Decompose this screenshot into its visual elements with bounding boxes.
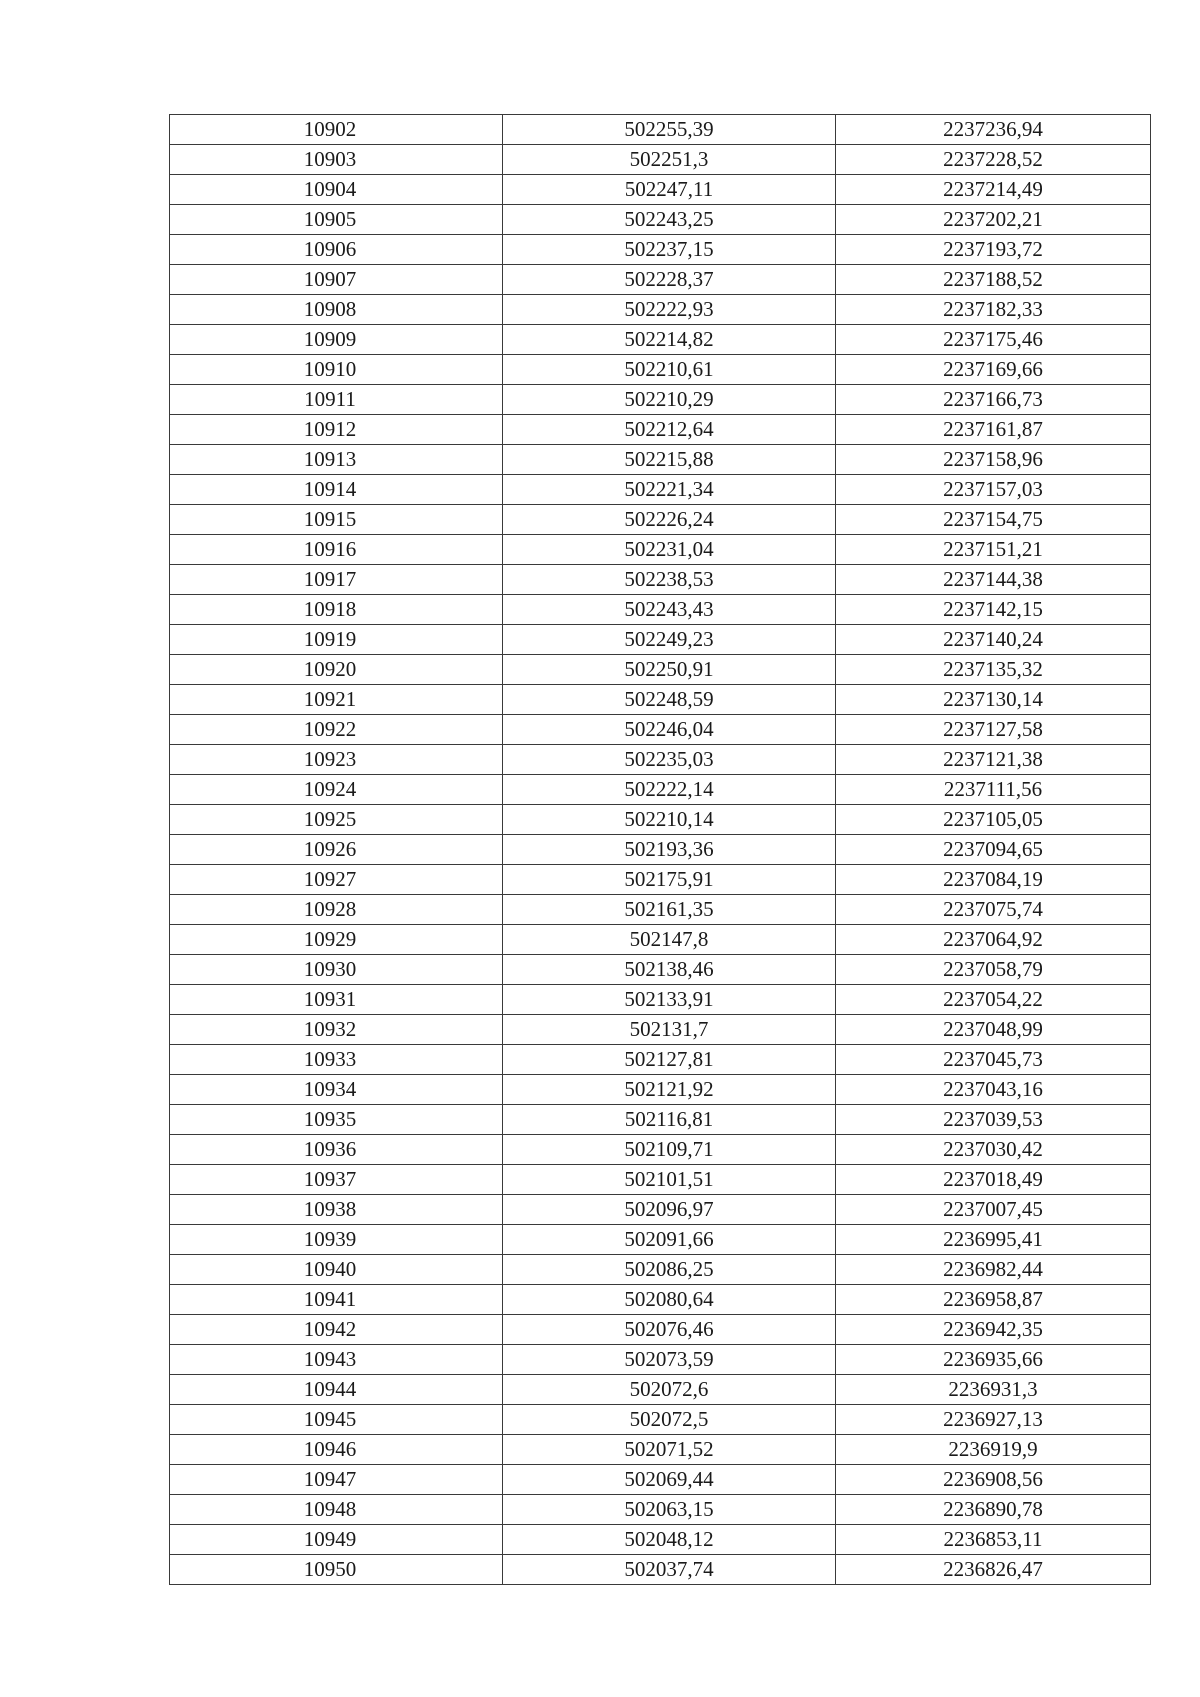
table-row — [170, 1195, 1151, 1225]
point-number-cell: 10950 — [170, 1555, 503, 1585]
point-number-cell: 10939 — [170, 1225, 503, 1255]
table-row — [170, 1135, 1151, 1165]
x-coordinate-cell: 502063,15 — [503, 1495, 836, 1525]
y-coordinate-cell: 2236927,13 — [836, 1405, 1151, 1435]
table-row — [170, 1285, 1151, 1315]
x-coordinate-cell: 502091,66 — [503, 1225, 836, 1255]
table-row — [170, 205, 1151, 235]
y-coordinate-cell: 2237166,73 — [836, 385, 1151, 415]
y-coordinate-cell: 2237018,49 — [836, 1165, 1151, 1195]
x-coordinate-cell: 502069,44 — [503, 1465, 836, 1495]
x-coordinate-cell: 502248,59 — [503, 685, 836, 715]
point-number-cell: 10944 — [170, 1375, 503, 1405]
point-number-cell: 10912 — [170, 415, 503, 445]
table-row — [170, 145, 1151, 175]
y-coordinate-cell: 2237045,73 — [836, 1045, 1151, 1075]
table-row — [170, 295, 1151, 325]
point-number-cell: 10948 — [170, 1495, 503, 1525]
y-coordinate-cell: 2236935,66 — [836, 1345, 1151, 1375]
y-coordinate-cell: 2237039,53 — [836, 1105, 1151, 1135]
y-coordinate-cell: 2236919,9 — [836, 1435, 1151, 1465]
table-row — [170, 625, 1151, 655]
x-coordinate-cell: 502138,46 — [503, 955, 836, 985]
y-coordinate-cell: 2237140,24 — [836, 625, 1151, 655]
table-row — [170, 475, 1151, 505]
table-row — [170, 1165, 1151, 1195]
point-number-cell: 10926 — [170, 835, 503, 865]
x-coordinate-cell: 502133,91 — [503, 985, 836, 1015]
x-coordinate-cell: 502109,71 — [503, 1135, 836, 1165]
x-coordinate-cell: 502249,23 — [503, 625, 836, 655]
x-coordinate-cell: 502226,24 — [503, 505, 836, 535]
x-coordinate-cell: 502237,15 — [503, 235, 836, 265]
x-coordinate-cell: 502076,46 — [503, 1315, 836, 1345]
x-coordinate-cell: 502255,39 — [503, 115, 836, 145]
point-number-cell: 10927 — [170, 865, 503, 895]
table-row — [170, 1375, 1151, 1405]
point-number-cell: 10931 — [170, 985, 503, 1015]
y-coordinate-cell: 2236982,44 — [836, 1255, 1151, 1285]
y-coordinate-cell: 2237094,65 — [836, 835, 1151, 865]
table-row — [170, 1405, 1151, 1435]
y-coordinate-cell: 2237158,96 — [836, 445, 1151, 475]
y-coordinate-cell: 2237121,38 — [836, 745, 1151, 775]
x-coordinate-cell: 502131,7 — [503, 1015, 836, 1045]
y-coordinate-cell: 2237193,72 — [836, 235, 1151, 265]
table-row — [170, 385, 1151, 415]
point-number-cell: 10924 — [170, 775, 503, 805]
point-number-cell: 10943 — [170, 1345, 503, 1375]
point-number-cell: 10947 — [170, 1465, 503, 1495]
x-coordinate-cell: 502246,04 — [503, 715, 836, 745]
x-coordinate-cell: 502080,64 — [503, 1285, 836, 1315]
x-coordinate-cell: 502243,25 — [503, 205, 836, 235]
y-coordinate-cell: 2237144,38 — [836, 565, 1151, 595]
table-row — [170, 1075, 1151, 1105]
x-coordinate-cell: 502212,64 — [503, 415, 836, 445]
x-coordinate-cell: 502096,97 — [503, 1195, 836, 1225]
x-coordinate-cell: 502072,6 — [503, 1375, 836, 1405]
table-row — [170, 1225, 1151, 1255]
y-coordinate-cell: 2237043,16 — [836, 1075, 1151, 1105]
y-coordinate-cell: 2237142,15 — [836, 595, 1151, 625]
table-row — [170, 1345, 1151, 1375]
y-coordinate-cell: 2237161,87 — [836, 415, 1151, 445]
x-coordinate-cell: 502210,14 — [503, 805, 836, 835]
x-coordinate-cell: 502247,11 — [503, 175, 836, 205]
point-number-cell: 10903 — [170, 145, 503, 175]
y-coordinate-cell: 2237228,52 — [836, 145, 1151, 175]
x-coordinate-cell: 502121,92 — [503, 1075, 836, 1105]
x-coordinate-cell: 502243,43 — [503, 595, 836, 625]
y-coordinate-cell: 2237064,92 — [836, 925, 1151, 955]
x-coordinate-cell: 502071,52 — [503, 1435, 836, 1465]
table-row — [170, 1105, 1151, 1135]
y-coordinate-cell: 2237151,21 — [836, 535, 1151, 565]
point-number-cell: 10921 — [170, 685, 503, 715]
y-coordinate-cell: 2236826,47 — [836, 1555, 1151, 1585]
y-coordinate-cell: 2236995,41 — [836, 1225, 1151, 1255]
table-row — [170, 715, 1151, 745]
table-row — [170, 1465, 1151, 1495]
point-number-cell: 10907 — [170, 265, 503, 295]
x-coordinate-cell: 502101,51 — [503, 1165, 836, 1195]
table-row — [170, 1255, 1151, 1285]
table-row — [170, 505, 1151, 535]
x-coordinate-cell: 502073,59 — [503, 1345, 836, 1375]
table-row — [170, 745, 1151, 775]
table-row — [170, 355, 1151, 385]
table-row — [170, 445, 1151, 475]
table-row — [170, 1495, 1151, 1525]
point-number-cell: 10918 — [170, 595, 503, 625]
y-coordinate-cell: 2237111,56 — [836, 775, 1151, 805]
point-number-cell: 10902 — [170, 115, 503, 145]
y-coordinate-cell: 2236853,11 — [836, 1525, 1151, 1555]
table-row — [170, 775, 1151, 805]
y-coordinate-cell: 2237130,14 — [836, 685, 1151, 715]
table-row — [170, 595, 1151, 625]
y-coordinate-cell: 2237058,79 — [836, 955, 1151, 985]
table-row — [170, 865, 1151, 895]
x-coordinate-cell: 502127,81 — [503, 1045, 836, 1075]
table-row — [170, 895, 1151, 925]
table-row — [170, 415, 1151, 445]
coordinates-table-body — [170, 115, 1151, 1585]
x-coordinate-cell: 502250,91 — [503, 655, 836, 685]
table-row — [170, 235, 1151, 265]
table-row — [170, 805, 1151, 835]
y-coordinate-cell: 2237084,19 — [836, 865, 1151, 895]
point-number-cell: 10941 — [170, 1285, 503, 1315]
point-number-cell: 10940 — [170, 1255, 503, 1285]
table-row — [170, 325, 1151, 355]
point-number-cell: 10934 — [170, 1075, 503, 1105]
table-row — [170, 565, 1151, 595]
point-number-cell: 10928 — [170, 895, 503, 925]
x-coordinate-cell: 502048,12 — [503, 1525, 836, 1555]
table-row — [170, 985, 1151, 1015]
table-row — [170, 115, 1151, 145]
point-number-cell: 10936 — [170, 1135, 503, 1165]
y-coordinate-cell: 2237054,22 — [836, 985, 1151, 1015]
y-coordinate-cell: 2237048,99 — [836, 1015, 1151, 1045]
x-coordinate-cell: 502086,25 — [503, 1255, 836, 1285]
table-row — [170, 1555, 1151, 1585]
table-row — [170, 175, 1151, 205]
point-number-cell: 10923 — [170, 745, 503, 775]
y-coordinate-cell: 2237157,03 — [836, 475, 1151, 505]
point-number-cell: 10929 — [170, 925, 503, 955]
table-row — [170, 265, 1151, 295]
x-coordinate-cell: 502210,29 — [503, 385, 836, 415]
y-coordinate-cell: 2237135,32 — [836, 655, 1151, 685]
x-coordinate-cell: 502251,3 — [503, 145, 836, 175]
y-coordinate-cell: 2237188,52 — [836, 265, 1151, 295]
point-number-cell: 10922 — [170, 715, 503, 745]
x-coordinate-cell: 502214,82 — [503, 325, 836, 355]
x-coordinate-cell: 502228,37 — [503, 265, 836, 295]
point-number-cell: 10942 — [170, 1315, 503, 1345]
y-coordinate-cell: 2237175,46 — [836, 325, 1151, 355]
y-coordinate-cell: 2237105,05 — [836, 805, 1151, 835]
point-number-cell: 10906 — [170, 235, 503, 265]
table-row — [170, 1015, 1151, 1045]
y-coordinate-cell: 2236958,87 — [836, 1285, 1151, 1315]
x-coordinate-cell: 502161,35 — [503, 895, 836, 925]
table-row — [170, 535, 1151, 565]
point-number-cell: 10946 — [170, 1435, 503, 1465]
y-coordinate-cell: 2237007,45 — [836, 1195, 1151, 1225]
point-number-cell: 10935 — [170, 1105, 503, 1135]
y-coordinate-cell: 2237202,21 — [836, 205, 1151, 235]
y-coordinate-cell: 2237236,94 — [836, 115, 1151, 145]
y-coordinate-cell: 2237169,66 — [836, 355, 1151, 385]
table-row — [170, 1315, 1151, 1345]
point-number-cell: 10909 — [170, 325, 503, 355]
point-number-cell: 10911 — [170, 385, 503, 415]
table-row — [170, 925, 1151, 955]
point-number-cell: 10905 — [170, 205, 503, 235]
x-coordinate-cell: 502072,5 — [503, 1405, 836, 1435]
table-row — [170, 1045, 1151, 1075]
point-number-cell: 10920 — [170, 655, 503, 685]
x-coordinate-cell: 502222,93 — [503, 295, 836, 325]
point-number-cell: 10910 — [170, 355, 503, 385]
x-coordinate-cell: 502215,88 — [503, 445, 836, 475]
point-number-cell: 10908 — [170, 295, 503, 325]
y-coordinate-cell: 2236890,78 — [836, 1495, 1151, 1525]
table-row — [170, 1525, 1151, 1555]
point-number-cell: 10904 — [170, 175, 503, 205]
point-number-cell: 10945 — [170, 1405, 503, 1435]
point-number-cell: 10938 — [170, 1195, 503, 1225]
y-coordinate-cell: 2237182,33 — [836, 295, 1151, 325]
point-number-cell: 10919 — [170, 625, 503, 655]
x-coordinate-cell: 502238,53 — [503, 565, 836, 595]
point-number-cell: 10917 — [170, 565, 503, 595]
x-coordinate-cell: 502222,14 — [503, 775, 836, 805]
point-number-cell: 10937 — [170, 1165, 503, 1195]
y-coordinate-cell: 2237127,58 — [836, 715, 1151, 745]
point-number-cell: 10913 — [170, 445, 503, 475]
x-coordinate-cell: 502221,34 — [503, 475, 836, 505]
x-coordinate-cell: 502235,03 — [503, 745, 836, 775]
point-number-cell: 10933 — [170, 1045, 503, 1075]
x-coordinate-cell: 502116,81 — [503, 1105, 836, 1135]
point-number-cell: 10932 — [170, 1015, 503, 1045]
y-coordinate-cell: 2237030,42 — [836, 1135, 1151, 1165]
table-row — [170, 835, 1151, 865]
x-coordinate-cell: 502210,61 — [503, 355, 836, 385]
table-row — [170, 685, 1151, 715]
y-coordinate-cell: 2236931,3 — [836, 1375, 1151, 1405]
y-coordinate-cell: 2236942,35 — [836, 1315, 1151, 1345]
point-number-cell: 10914 — [170, 475, 503, 505]
y-coordinate-cell: 2237154,75 — [836, 505, 1151, 535]
table-row — [170, 955, 1151, 985]
table-row — [170, 655, 1151, 685]
x-coordinate-cell: 502147,8 — [503, 925, 836, 955]
y-coordinate-cell: 2237075,74 — [836, 895, 1151, 925]
y-coordinate-cell: 2236908,56 — [836, 1465, 1151, 1495]
point-number-cell: 10916 — [170, 535, 503, 565]
table-row — [170, 1435, 1151, 1465]
y-coordinate-cell: 2237214,49 — [836, 175, 1151, 205]
x-coordinate-cell: 502175,91 — [503, 865, 836, 895]
point-number-cell: 10930 — [170, 955, 503, 985]
x-coordinate-cell: 502037,74 — [503, 1555, 836, 1585]
x-coordinate-cell: 502193,36 — [503, 835, 836, 865]
point-number-cell: 10915 — [170, 505, 503, 535]
x-coordinate-cell: 502231,04 — [503, 535, 836, 565]
point-number-cell: 10925 — [170, 805, 503, 835]
point-number-cell: 10949 — [170, 1525, 503, 1555]
coordinates-table — [169, 114, 1151, 1585]
